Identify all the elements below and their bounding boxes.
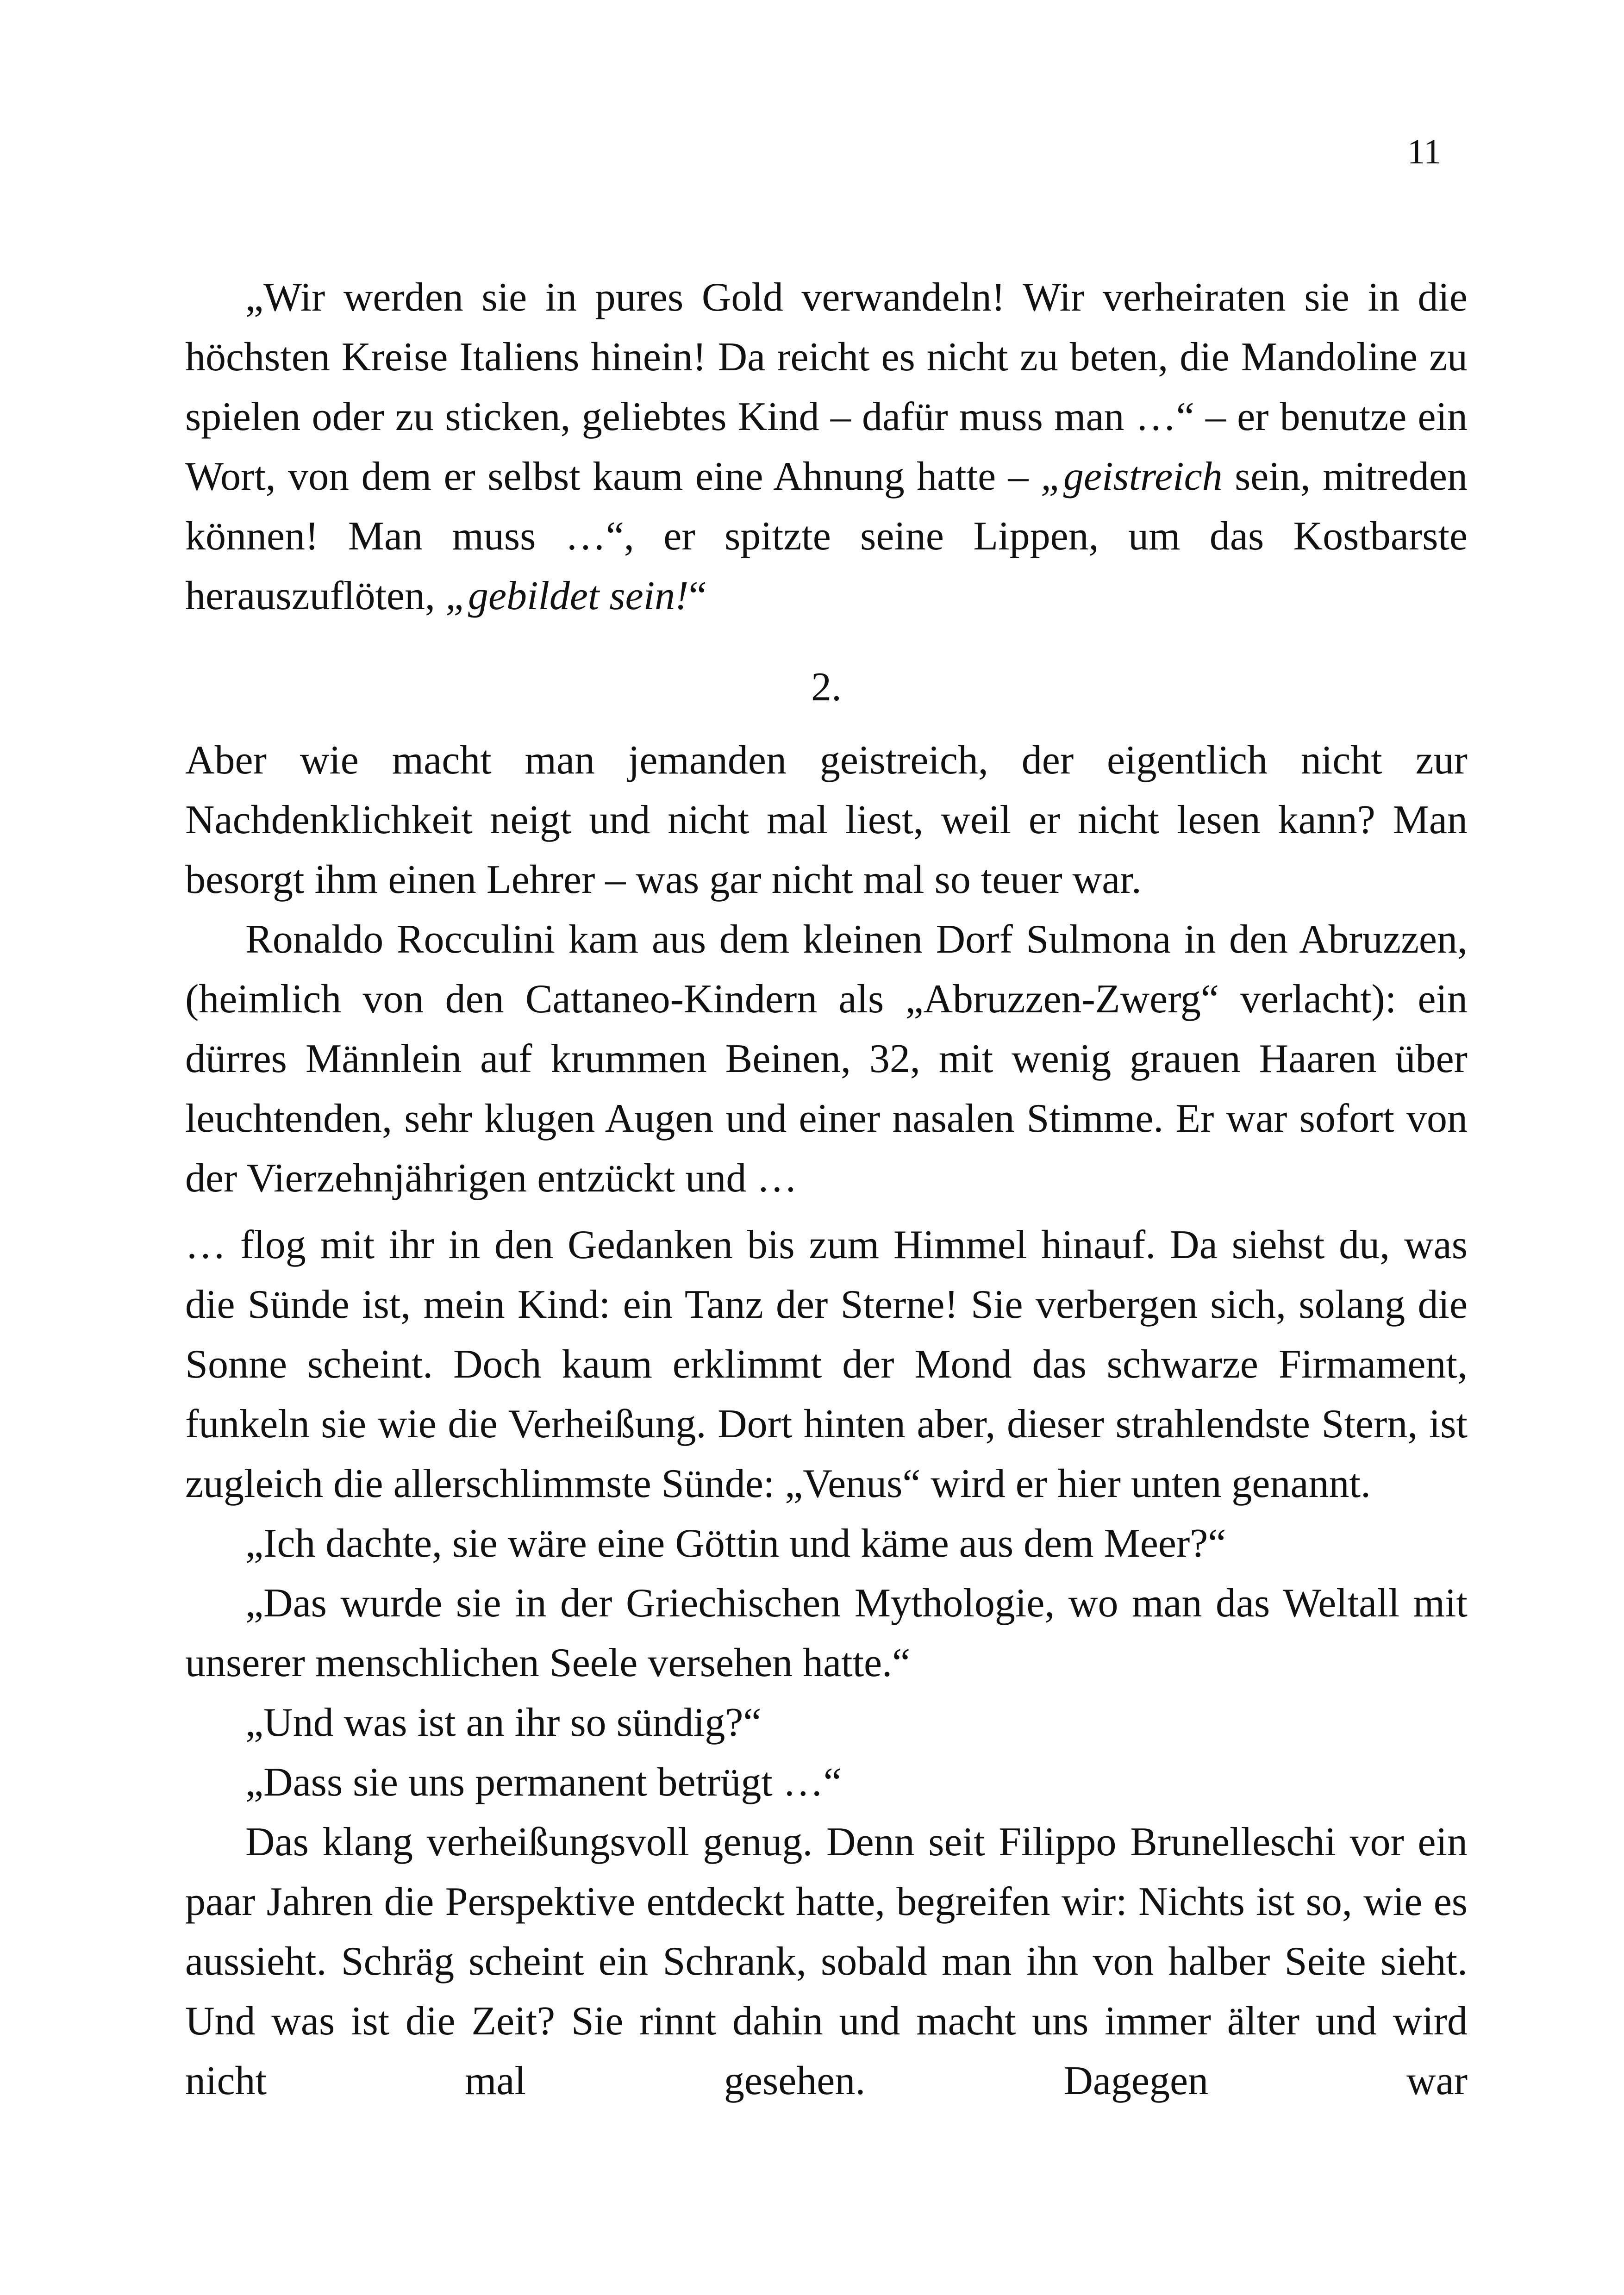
text-run: “ bbox=[688, 574, 707, 618]
dialogue-line: „Dass sie uns permanent betrügt …“ bbox=[245, 1760, 842, 1805]
text-block-opening bbox=[185, 268, 1468, 626]
dialogue-line: „Ich dachte, sie wäre eine Göttin und käme aus dem Meer?“ bbox=[245, 1521, 1226, 1566]
italic-text: „geistreich bbox=[1040, 454, 1223, 499]
paragraph bbox=[185, 268, 1468, 626]
page-number: 11 bbox=[1407, 132, 1442, 171]
text-block-continuation bbox=[185, 1215, 1468, 2111]
paragraph: Aber wie macht man jemanden geistreich, der eigentlich nicht zur Nachdenklichkeit neigt und nicht mal liest, weil er nicht lesen kann? Man besorgt ihm einen Lehrer – was gar nicht mal so teuer war. bbox=[185, 738, 1468, 902]
italic-text: „gebildet sein! bbox=[445, 574, 689, 618]
text-block-section-2 bbox=[185, 730, 1468, 1208]
dialogue-line: „Und was ist an ihr so sündig?“ bbox=[245, 1700, 762, 1745]
paragraph: Das klang verheißungsvoll genug. Denn seit Filippo Brunelleschi vor ein paar Jahren die Perspektive entdeckt hatte, begreifen wir: Nichts ist so, wie es aussieht. Schräg scheint ein Schrank, sobald man ihn von halber Seite sieht. Und was ist die Zeit? Sie rinnt dahin und macht uns immer älter und wird nicht mal gesehen. Dagegen war bbox=[185, 1820, 1468, 2103]
paragraph: Ronaldo Rocculini kam aus dem kleinen Dorf Sulmona in den Abruzzen, (heimlich von den Cattaneo-Kindern als „Abruzzen-Zwerg“ verlacht): ein dürres Männlein auf krummen Beinen, 32, mit wenig grauen Haaren über leuchtenden, sehr klugen Augen und einer nasalen Stimme. Er war sofort von der Vierzehnjährigen entzückt und … bbox=[185, 917, 1468, 1201]
text-run: sein, mitreden können! Man muss …“, er spitzte seine Lippen, um das Kostbarste herauszuflöten, bbox=[185, 454, 1468, 618]
dialogue-line: „Das wurde sie in der Griechischen Mythologie, wo man das Weltall mit unserer menschlichen Seele versehen hatte.“ bbox=[185, 1581, 1468, 1685]
section-heading: 2. bbox=[811, 665, 842, 710]
paragraph: … flog mit ihr in den Gedanken bis zum Himmel hinauf. Da siehst du, was die Sünde ist, mein Kind: ein Tanz der Sterne! Sie verbergen sich, solang die Sonne scheint. Doch kaum erklimmt der Mond das schwarze Firmament, funkeln sie wie die Verheißung. Dort hinten aber, dieser strahlendste Stern, ist zugleich die allerschlimmste Sünde: „Venus“ wird er hier unten genannt. bbox=[185, 1222, 1468, 1506]
text-run: „Wir werden sie in pures Gold verwandeln! Wir verheiraten sie in die höchsten Kreise Italiens hinein! Da reicht es nicht zu beten, die Mandoline zu spielen oder zu sticken, geliebtes Kind – dafür muss man …“ – er benutze ein Wort, von dem er selbst kaum eine Ahnung hatte – bbox=[185, 275, 1468, 499]
